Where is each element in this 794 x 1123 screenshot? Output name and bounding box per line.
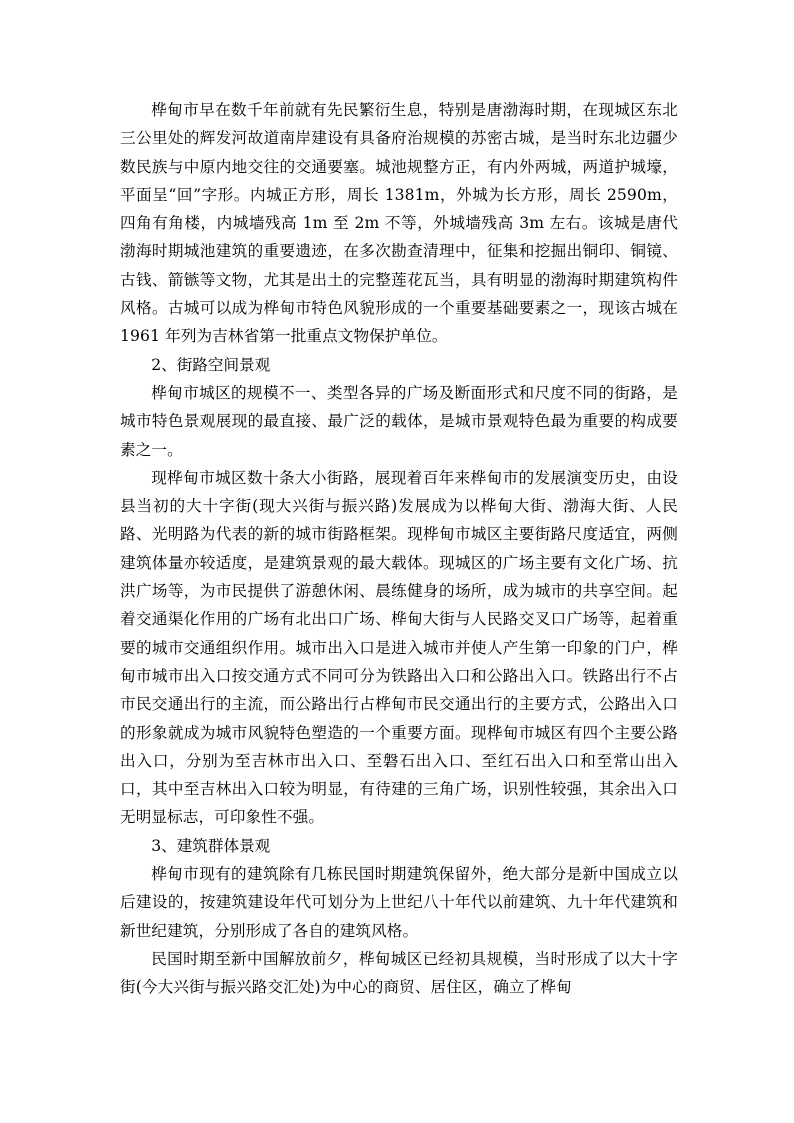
section-heading-building-landscape: 3、建筑群体景观 xyxy=(151,836,271,855)
paragraph-street-overview: 桦甸市城区的规模不一、类型各异的广场及断面形式和尺度不同的街路，是城市特色景观展现的最直接、最广泛的载体，是城市景观特色最为重要的构成要素之一。 xyxy=(120,383,678,459)
paragraph-street-details: 现桦甸市城区数十条大小街路，展现着百年来桦甸市的发展演变历史，由设县当初的大十字街(现大兴街与振兴路)发展成为以桦甸大街、渤海大街、人民路、光明路为代表的新的城市街路框架。现桦甸市城区主要街路尺度适宜，两侧建筑体量亦较适度，是建筑景观的最大载体。现城区的广场主要有文化广场、抗洪广场等，为市民提供了游憩休闲、晨练健身的场所，成为城市的共享空间。起着交通渠化作用的广场有北出口广场、桦甸大街与人民路交叉口广场等，起着重要的城市交通组织作用。城市出入口是进入城市并使人产生第一印象的门户，桦甸市城市出入口按交通方式不同可分为铁路出入口和公路出入口。铁路出行不占市民交通出行的主流，而公路出行占桦甸市民交通出行的主要方式，公路出入口的形象就成为城市风貌特色塑造的一个重要方面。现桦甸市城区有四个主要公路出入口，分别为至吉林市出入口、至磐石出入口、至红石出入口和至常山出入口，其中至吉林出入口较为明显，有待建的三角广场，识别性较强，其余出入口无明显标志，可印象性不强。 xyxy=(120,468,678,827)
paragraph-republic-era: 民国时期至新中国解放前夕，桦甸城区已经初具规模，当时形成了以大十字街(今大兴街与振兴路交汇处)为中心的商贸、居住区，确立了桦甸 xyxy=(120,949,678,997)
paragraph-ancient-city: 桦甸市早在数千年前就有先民繁衍生息，特别是唐渤海时期，在现城区东北三公里处的辉发河故道南岸建设有具备府治规模的苏密古城，是当时东北边疆少数民族与中原内地交往的交通要塞。城池规整方正，有内外两城，两道护城壕，平面呈“回”字形。内城正方形，周长 1381m，外城为长方形，周长 2590m，四角有角楼，内城墙残高 1m 至 2m 不等，外城墙残高 3m 左右。该城是唐代渤海时期城池建筑的重要遗迹，在多次勘查清理中，征集和挖掘出铜印、铜镜、古钱、箭镞等文物，尤其是出土的完整莲花瓦当，具有明显的渤海时期建筑构件风格。古城可以成为桦甸市特色风貌形成的一个重要基础要素之一，现该古城在 1961 年列为吉林省第一批重点文物保护单位。 xyxy=(120,101,678,346)
paragraph-building-overview: 桦甸市现有的建筑除有几栋民国时期建筑保留外，绝大部分是新中国成立以后建设的，按建筑建设年代可划分为上世纪八十年代以前建筑、九十年代建筑和新世纪建筑，分别形成了各自的建筑风格。 xyxy=(120,865,678,940)
document-page xyxy=(120,96,678,1002)
section-heading-street-landscape: 2、街路空间景观 xyxy=(151,355,271,374)
